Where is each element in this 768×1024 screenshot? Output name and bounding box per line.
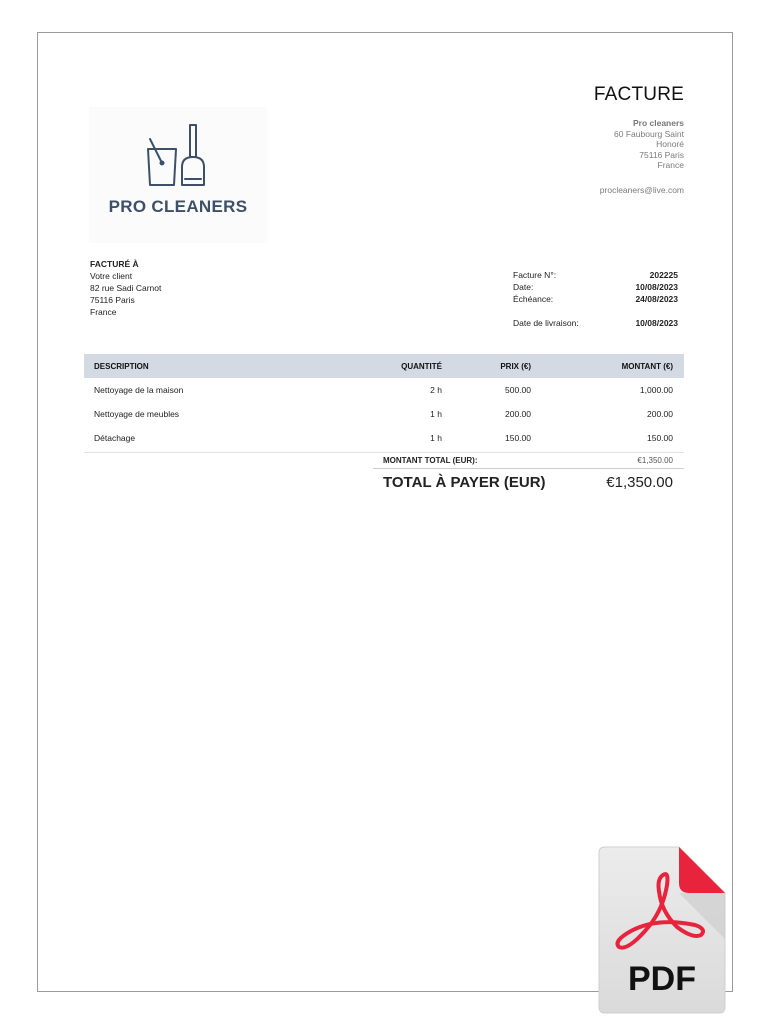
date-label: Date: [513,282,534,292]
subtotal-label: MONTANT TOTAL (EUR): [383,455,478,465]
bill-to [90,258,161,318]
meta-row-number [513,269,678,281]
col-description: DESCRIPTION [94,361,149,371]
total-row [373,472,684,492]
number-value: 202225 [649,270,678,280]
meta-row-delivery [513,317,678,329]
items-table [84,354,684,453]
client-country: France [90,307,117,317]
company-city: 75116 Paris [639,149,684,160]
invoice-meta [513,269,678,329]
meta-row-due [513,293,678,305]
company-info [544,118,684,195]
row-description: Détachage [94,433,136,443]
total-value: €1,350.00 [606,473,673,491]
client-city: 75116 Paris [90,295,135,305]
pdf-file-icon[interactable] [597,845,727,1015]
table-row [84,402,684,426]
delivery-label: Date de livraison: [513,318,579,328]
row-amount: 150.00 [647,433,673,443]
row-price: 150.00 [505,433,531,443]
row-quantity: 1 h [430,433,442,443]
document-title: FACTURE [593,84,684,105]
date-value: 10/08/2023 [635,282,678,292]
company-email: procleaners@live.com [599,184,684,195]
company-name: Pro cleaners [632,118,684,128]
table-row [84,378,684,402]
company-logo [89,107,267,243]
row-quantity: 1 h [430,409,442,419]
row-price: 500.00 [505,385,531,395]
company-country: France [657,160,684,170]
col-amount: MONTANT (€) [621,361,673,371]
due-value: 24/08/2023 [635,294,678,304]
number-label: Facture N°: [513,270,557,280]
company-address-line2: Honoré [656,139,684,149]
subtotal-row [373,452,684,469]
row-amount: 200.00 [647,409,673,419]
cleaning-bucket-brush-icon [146,123,210,193]
meta-row-date [513,281,678,293]
col-price: PRIX (€) [500,361,531,371]
client-street: 82 rue Sadi Carnot [90,283,162,293]
company-address-line1: 60 Faubourg Saint [614,128,684,139]
row-description: Nettoyage de la maison [94,385,184,395]
table-row [84,426,684,450]
delivery-value: 10/08/2023 [635,318,678,328]
row-description: Nettoyage de meubles [94,409,180,419]
row-amount: 1,000.00 [639,385,673,395]
total-label: TOTAL À PAYER (EUR) [383,473,546,491]
pdf-badge-label: PDF [628,960,696,998]
client-name: Votre client [90,271,133,281]
col-quantity: QUANTITÉ [401,361,442,371]
table-header [84,354,684,378]
logo-text: PRO CLEANERS [108,197,248,216]
row-price: 200.00 [505,409,531,419]
subtotal-value: €1,350.00 [637,455,673,465]
bill-to-header: FACTURÉ À [90,259,139,269]
row-quantity: 2 h [430,385,442,395]
due-label: Échéance: [513,294,554,304]
